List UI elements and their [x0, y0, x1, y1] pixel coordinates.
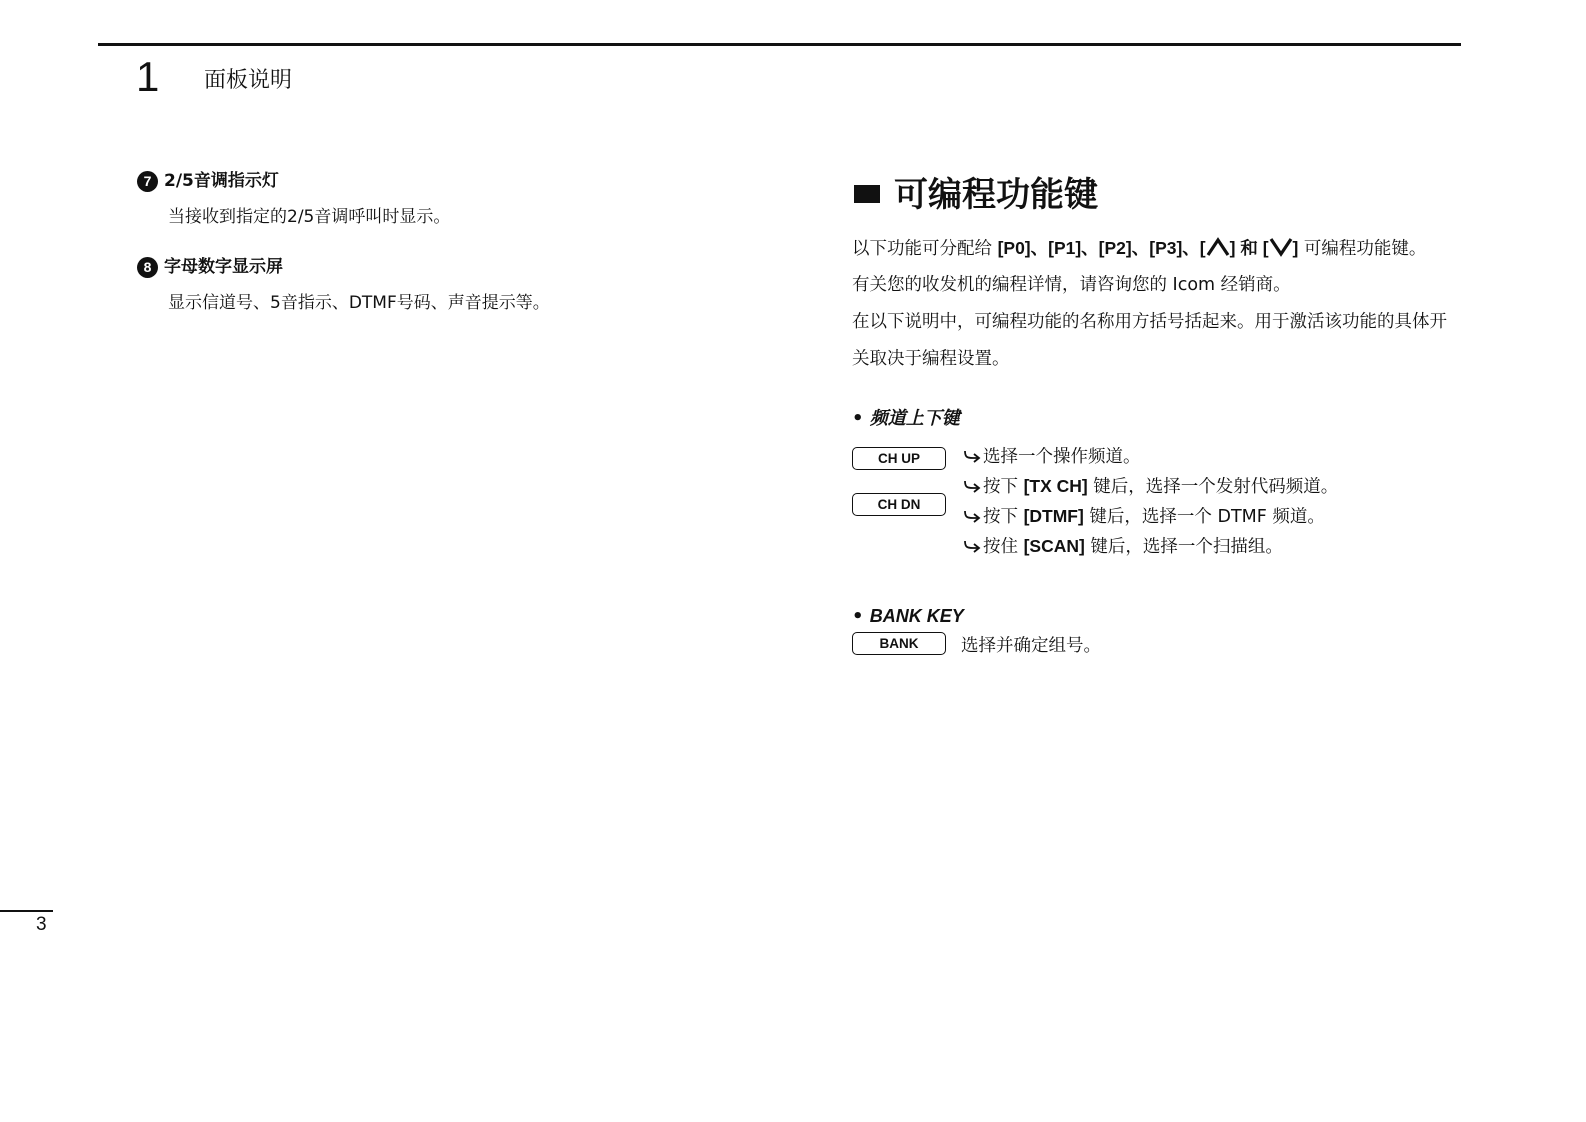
hook-arrow-icon [961, 540, 983, 554]
chup-line-text: 按住 [983, 537, 1024, 557]
bank-heading [852, 604, 964, 629]
chup-heading [852, 407, 960, 431]
item-7-description: 当接收到指定的2/5音调呼叫时显示。 [168, 207, 451, 227]
chup-line-text: 键后，选择一个发射代码频道。 [1087, 477, 1339, 497]
chup-line-text: 选择一个操作频道。 [983, 447, 1141, 467]
section-square-icon [854, 185, 880, 203]
hook-arrow-icon [961, 450, 983, 464]
chapter-title: 面板说明 [204, 68, 293, 93]
scan-key-label: [SCAN] [1023, 536, 1085, 556]
chup-line-3 [961, 504, 1325, 529]
chup-line-1 [961, 445, 1141, 469]
intro-line-4: 关取决于编程设置。 [852, 349, 1010, 369]
chup-line-text: 键后，选择一个 DTMF 频道。 [1083, 507, 1325, 527]
chup-line-text: 键后，选择一个扫描组。 [1084, 537, 1283, 557]
hook-arrow-icon [961, 480, 983, 494]
programmable-keys-list: [P0]、[P1]、[P2]、[P3]、[ [997, 238, 1206, 258]
hook-arrow-icon [961, 510, 983, 524]
intro-text: 以下功能可分配给 [852, 239, 998, 259]
bank-heading-text: BANK KEY [869, 606, 964, 626]
ch-dn-key: CH DN [852, 493, 946, 516]
chevron-up-key-icon [1206, 237, 1230, 257]
chapter-number: 1 [136, 53, 160, 100]
bracket-text: ] 和 [ [1229, 238, 1269, 258]
tx-ch-key-label: [TX CH] [1023, 476, 1088, 496]
top-rule [98, 43, 1461, 46]
intro-line-3: 在以下说明中，可编程功能的名称用方括号括起来。用于激活该功能的具体开 [852, 312, 1447, 332]
item-8-title: 字母数字显示屏 [164, 257, 283, 277]
ch-up-key: CH UP [852, 447, 946, 470]
circled-number-7-icon: 7 [137, 171, 158, 192]
intro-line-1 [852, 236, 1426, 261]
page-number: 3 [36, 914, 47, 935]
bank-description: 选择并确定组号。 [961, 636, 1101, 656]
chup-line-text: 按下 [983, 507, 1024, 527]
bracket-text: ] [1292, 238, 1299, 258]
dtmf-key-label: [DTMF] [1023, 506, 1084, 526]
section-title: 可编程功能键 [894, 175, 1098, 215]
item-7-heading [137, 169, 279, 193]
item-7-title: 2/5音调指示灯 [164, 171, 279, 191]
item-8-description: 显示信道号、5音指示、DTMF号码、声音提示等。 [168, 293, 550, 313]
bullet-icon: • [852, 408, 864, 429]
chup-line-4 [961, 534, 1283, 559]
bank-key: BANK [852, 632, 946, 655]
chevron-down-key-icon [1269, 237, 1293, 257]
intro-line-2: 有关您的收发机的编程详情，请咨询您的 Icom 经销商。 [852, 275, 1291, 295]
intro-text: 可编程功能键。 [1298, 239, 1427, 259]
chup-heading-text: 频道上下键 [869, 408, 960, 429]
item-8-heading [137, 255, 283, 279]
bullet-icon: • [852, 606, 864, 627]
chup-line-text: 按下 [983, 477, 1024, 497]
page-number-rule [0, 910, 53, 912]
circled-number-8-icon: 8 [137, 257, 158, 278]
chup-line-2 [961, 474, 1338, 499]
